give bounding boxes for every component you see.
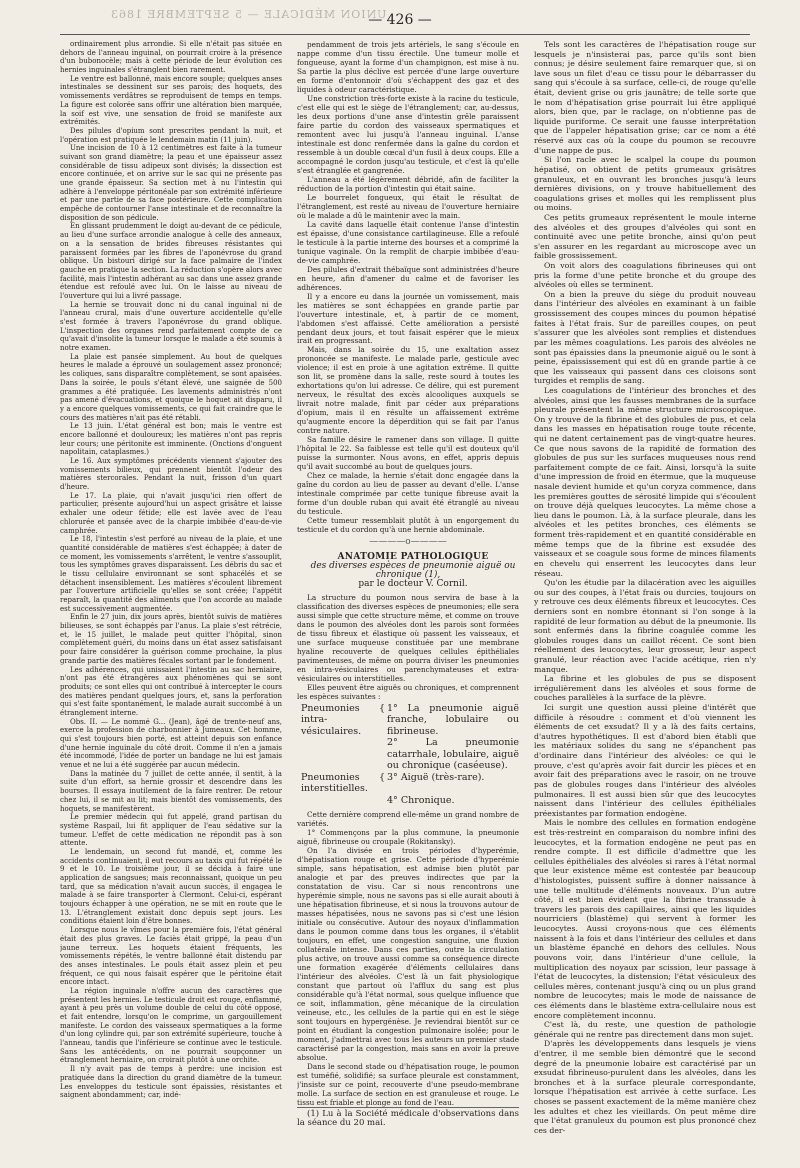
classification-row — [301, 737, 519, 772]
case-continuation — [297, 40, 519, 534]
paragraph: La région inguinale n'offre aucun des caractères que présentent les hernies. Le testicule droit est rouge, enflammé, ayant à peu près un volume double de celui du côté opposé, et fait entendre, lorsqu'on le comprime, un gargouillement manifeste. Le cordon des vaisseaux spermatiques a la forme d'un long cylindre qui, par son extrémité supérieure, touche à l'anneau, tandis que l'inférieure se continue avec le testicule. Sans les antécédents, on ne pourrait soupçonner un étranglement herniaire, on croirait plutôt à une orchite. — [60, 986, 282, 1065]
classification-row — [301, 795, 519, 807]
paragraph: En glissant prudemment le doigt au-devant de ce pédicule, au lieu d'une surface arrondie analogue à celle des anneaux, on a la sensation de brides fibreuses résistantes qui paraissent formées par les fibres de l'aponévrose du grand oblique. Un bistouri dirigé sur la face palmaire de l'index gauche en pratique la section. La réduction s'opère alors avec facilité, mais l'intestin adhérant au sac dans une assez grande étendue est refoulé avec lui. On le laisse au niveau de l'ouverture qui lui a livré passage. — [60, 222, 282, 300]
paragraph: Lorsque nous le vîmes pour la première fois, l'état général était des plus graves. Le faciès était grippé, la peau d'un jaune terreux. Les hoquets étaient fréquents, les vomissements répétés, le ventre ballonné était distendu par des anses intestinales. Le pouls était assez plein et peu fréquent, ce qui nous faisait espérer que le péritoine était encore intact. — [60, 926, 282, 987]
classification-list — [301, 703, 519, 807]
paragraph: Le ventre est ballonné, mais encore souple; quelques anses intestinales se dessinent sur ses parois; des hoquets, des vomissements verdâtres se reproduisent de temps en temps. La figure est colorée sans offrir une altération bien marquée, la soif est vive, une sensation de froid se manifeste aux extrémités. — [60, 74, 282, 127]
article-body — [297, 810, 519, 1106]
paragraph: Si l'on racle avec le scalpel la coupe du poumon hépatisé, on obtient de petits grumeaux grisâtres granuleux, et en ouvrant les bronches jusqu'à leurs dernières divisions, on y trouve habituellement des coagulations grises et molles qui les remplissent plus ou moins. — [534, 155, 756, 213]
paragraph: Le 13 juin. L'état général est bon; mais le ventre est encore ballonné et douloureux; les matières n'ont pas repris leur cours; une péritonite est imminente. (Onctions d'onguent napolitain, cataplasmes.) — [60, 422, 282, 457]
paragraph: L'anneau a été légèrement débridé, afin de faciliter la réduction de la portion d'intestin qui était saine. — [297, 174, 519, 193]
paragraph: La fibrine et les globules de pus se disposent irrégulièrement dans les alvéoles et sous forme de couches parallèles à la surface de la plèvre. — [534, 674, 756, 703]
column-middle — [297, 40, 519, 1160]
article-intro — [297, 593, 519, 701]
classification-item: 4° Chronique. — [387, 794, 455, 806]
paragraph: La structure du poumon nous servira de base à la classification des diverses espèces de pneumonies; elle sera aussi simple que cette structure même, et comme on trouve dans le poumon des alvéoles dont les parois sont formées de tissu fibreux et élastique où passent les vaisseaux, et une surface muqueuse constituée par une membrane hyaline recouverte de quelques cellules épithéliales pavimenteuses, de même on pourra diviser les pneumonies en intra-vésiculaires ou parenchymateuses et extra-vésiculaires ou interstitielles. — [297, 593, 519, 683]
article-subtitle: des diverses espèces de pneumonie aiguë ou chronique (1), — [310, 561, 516, 581]
classification-group — [301, 737, 379, 772]
paragraph: C'est là, du reste, une question de pathologie générale qui ne rentre pas directement dans mon sujet. — [534, 1020, 756, 1039]
paragraph: On a bien la preuve du siège du produit nouveau dans l'intérieur des alvéoles en examinant à un faible grossissement des coupes minces du poumon hépatisé faites à l'état frais. Sur de pareilles coupes, on peut s'assurer que les alvéoles sont remplies et distendues par les mêmes coagulations. Les parois des alvéoles ne sont pas épaissies dans la pneumonie aiguë ou le sont à peine, épaississement qui est dû en grande partie à ce que les vaisseaux qui passent dans ces cloisons sont turgides et remplis de sang. — [534, 289, 756, 386]
paragraph: Qu'on les étudie par la dilacération avec les aiguilles ou sur des coupes, à l'état frais ou durcies, toujours on y retrouve ces deux éléments fibreux et leucocytes. Ces derniers sont en nombre étonnant si l'on songe à la rapidité de leur formation au début de la pneumonie. Ils sont enfermés dans la fibrine coagulée comme les globules rouges dans un caillot récent. Ce sont bien réellement des leucocytes, leur grosseur, leur aspect granulé, leur réaction avec l'acide acétique, rien n'y manque. — [534, 578, 756, 674]
paragraph: Obs. II. — Le nommé G... (Jean), âgé de trente-neuf ans, exerce la profession de charbonnier à Jumeaux. Cet homme, qui s'est toujours bien porté, est atteint depuis son enfance d'une hernie inguinale du côté droit. Comme il n'en a jamais été incommodé, l'idée de porter un bandage ne lui est jamais venue et ne lui a été suggérée par aucun médecin. — [60, 717, 282, 770]
brace: { — [379, 771, 386, 783]
header-rule — [60, 34, 750, 35]
paragraph: Des pilules d'opium sont prescrites pendant la nuit, et l'opération est pratiquée le lendemain matin (11 juin). — [60, 126, 282, 144]
classification-row — [301, 772, 519, 795]
paragraph: Le bourrelet fongueux, qui était le résultat de l'étranglement, est resté au niveau de l'ouverture herniaire où le malade a dû le maintenir avec la main. — [297, 192, 519, 220]
brace: { — [379, 702, 386, 714]
classification-item: 2° La pneumonie catarrhale, lobulaire, aiguë ou chronique (caséeuse). — [387, 737, 519, 772]
paragraph: La cavité dans laquelle était contenue l'anse d'intestin est épaisse, d'une consistance cartilagineuse. Elle a refoulé le testicule à la partie interne des bourses et a comprimé la tunique vaginale. On la remplit de charpie imbibée d'eau-de-vie camphrée. — [297, 219, 519, 265]
page-header — [0, 6, 800, 32]
brace — [379, 737, 387, 772]
page-number: — 426 — — [368, 12, 432, 28]
paragraph: Cette tumeur ressemblait plutôt à un engorgement du testicule et du cordon qu'à une hernie abdominale. — [297, 516, 519, 535]
paragraph: pendamment de trois jets artériels, le sang s'écoule en nappe comme d'un tissu érectile. Une tumeur molle et fongueuse, ayant la forme d'un champignon, est mise à nu. Sa partie la plus déclive est percée d'une large ouverture en forme d'entonnoir d'où s'échappent des gaz et des liquides à odeur caractéristique. — [297, 40, 519, 94]
paragraph: Mais le nombre des cellules en formation endogène est très-restreint en comparaison du nombre infini des leucocytes, et la formation endogène ne peut pas en rendre compte. Il est difficile d'admettre que les cellules épithéliales des alvéoles si rares à l'état normal que leur existence même est contestée par beaucoup d'histologistes, puissent suffire à donner naissance à une telle multitude d'éléments nouveaux. D'un autre côté, il est bien évident que la fibrine transsude à travers les parois des capillaires, ainsi que les liquides nourriciers (blastème) qui servent à former les leucocytes. Aussi croyons-nous que ces éléments naissent à la fois et dans l'intérieur des cellules et dans un blastème épanché en dehors des cellules. Nous pouvons voir, dans l'intérieur d'une cellule, la multiplication des noyaux par scission, leur passage à l'état de leucocytes, la distension; l'état vésiculeux des cellules mères, contenant jusqu'à cinq ou un plus grand nombre de leucocytes; mais le mode de naissance de ces éléments dans le blastème extra-cellulaire nous est encore complètement inconnu. — [534, 818, 756, 1020]
article-heading — [297, 553, 519, 589]
paragraph: Les coagulations de l'intérieur des bronches et des alvéoles, ainsi que les fausses membranes de la surface pleurale présentent la même structure microscopique. On y trouve de la fibrine et des globules de pus, et cela dans les masses en hépatisation rouge toute récente, qui ne datent certainement pas de vingt-quatre heures. Ce que nous savons de la rapidité de formation des globules de pus sur les surfaces muqueuses nous rend parfaitement compte de ce fait. Ainsi, lorsqu'à la suite d'une impression de froid en étermue, que la muqueuse nasale devient humide et qu'un coryza commence, dans les premières gouttes de sérosité limpide qui s'écoulent on trouve déjà quelques leucocytes. La même chose a lieu dans le poumon. Là, à la surface pleurale, dans les alvéoles et les petites bronches, ces éléments se forment très-rapidement et en quantité considérable en même temps que de la fibrine est exsudée des vaisseaux et se coagule sous forme de minces filaments en chevelu qui enserrent les leucocytes dans leur réseau. — [534, 385, 756, 578]
paragraph: On l'a divisée en trois périodes d'hyperémie, d'hépatisation rouge et grise. Cette période d'hyperémie simple, sans hépatisation, est admise bien plutôt par analogie et par des preuves indirectes que par la constatation de visu. Car si nous rencontrons une hyperémie simple, nous ne savons pas si elle aurait abouti à une hépatisation fibrineuse, et si nous la trouvons autour de masses hépatisées, nous ne savons pas si c'est une lésion initiale ou consécutive. Autour des noyaux d'inflammation dans le poumon comme dans tous les organes, il s'établit toujours, en effet, une congestion sanguine, une fluxion collatérale intense. Dans ces parties, outre la circulation plus active, on trouve aussi comme sa conséquence directe une formation exagérée d'éléments cellulaires dans l'intérieur des alvéoles. C'est là un fait physiologique constant que partout où l'afflux du sang est plus considérable qu'à l'état normal, sous quelque influence que ce soit, inflammation, gêne mécanique de la circulation veineuse, etc., les cellules de la partie qui en est le siège sont toujours en hypergénèse. Je reviendrai bientôt sur ce point en étudiant la congestion pulmonaire isolée; pour le moment, j'admettrai avec tous les auteurs un premier stade caractérisé par la congestion, mais sans en avoir la preuve absolue. — [297, 846, 519, 1062]
paragraph: La plaie est pansée simplement. Au bout de quelques heures le malade a éprouvé un soulagement assez prononcé; les coliques, sans disparaître complètement, se sont apaisées. Dans la soirée, le pouls s'étant élevé, une saignée de 500 grammes a été pratiquée. Les lavements administrés n'ont pas amené d'évacuations, et quoique le hoquet ait disparu, il y a encore quelques vomissements, ce qui fait craindre que le cours des matières n'ait pas été rétabli. — [60, 352, 282, 422]
brace — [379, 795, 387, 807]
paragraph: Elles peuvent être aiguës ou chroniques, et comprennent les espèces suivantes : — [297, 682, 519, 701]
paragraph: ordinairement plus arrondie. Si elle n'était pas située en dehors de l'anneau inguinal, on pourrait croire à la présence d'un bubonocèle; mais à cette période de leur évolution ces hernies inguinales s'étranglent bien rarement. — [60, 40, 282, 75]
article-title: ANATOMIE PATHOLOGIQUE — [337, 552, 489, 563]
paragraph: Une incision de 10 à 12 centimètres est faite à la tumeur suivant son grand diamètre; la peau et une épaisseur assez considérable de tissu adipeux sont divisés; la dissection est encore continuée, et on arrive sur le sac qui ne présente pas une grande épaisseur. Sa section met à nu l'intestin qui adhère à l'enveloppe péritonéale par son extrémité inférieure et par une partie de sa face postérieure. Cette complication empêche de contourner l'anse intestinale et de reconnaître la disposition de son pédicule. — [60, 144, 282, 222]
classification-row — [301, 703, 519, 738]
paragraph: Tels sont les caractères de l'hépatisation rouge sur lesquels je n'insisterai pas, parce qu'ils sont bien connus; je désire seulement faire remarquer que, si on lave sous un filet d'eau ce tissu pour le débarrasser du sang qui s'écoule à sa surface, celle-ci, de rouge qu'elle était, devient grise ou gris jaunâtre; de telle sorte que le nom d'hépatisation grise pourrait lui être appliqué alors, bien que, par le raclage, on n'obtienne pas de liquide puriforme. Ce serait une fausse interprétation que de l'appeler hépatisation grise; car ce nom a été réservé aux cas où la coupe du poumon se recouvre d'une nappe de pus. — [534, 40, 756, 155]
classification-group — [301, 795, 379, 807]
paragraph: 1° Commençons par la plus commune, la pneumonie aiguë, fibrineuse ou croupale (Rokitansky). — [297, 828, 519, 847]
paragraph: Mais, dans la soirée du 15, une exaltation assez prononcée se manifeste. Le malade parle, gesticule avec violence; il est en proie à une agitation extrême. Il quitte son lit, se promène dans la salle, reste sourd à toutes les exhortations qu'on lui adresse. Ce délire, qui est purement nerveux, le résultat des excès alcooliques auxquels se livrait notre malade, finit par céder aux préparations d'opium, mais il en résulte un affaissement extrême qu'augmente encore la déperdition qui se fait par l'anus contre nature. — [297, 345, 519, 436]
column-left — [60, 40, 282, 1160]
paragraph: On voit alors des coagulations fibrineuses qui ont pris la forme d'une petite bronche et du groupe des alvéoles où elles se terminent. — [534, 261, 756, 290]
paragraph: Le 18, l'intestin s'est perforé au niveau de la plaie, et une quantité considérable de matières s'est échappée; à dater de ce moment, les vomissements s'arrêtent, le ventre s'assouplit, tous les symptômes graves disparaissent. Les débris du sac et le tissu cellulaire environnant se sont sphacélés et se détachent insensiblement. Les matières s'écoulent librement par l'ouverture artificielle qu'elles se sont créée; l'appétit reparaît, la quantité des aliments que l'on accorde au malade est successivement augmentée. — [60, 535, 282, 613]
classification-group: Pneumonies intra-vésiculaires. — [301, 702, 362, 737]
paragraph: Dans le second stade ou d'hépatisation rouge, le poumon est tuméfié, solidifié; sa surface pleurale est constamment, j'insiste sur ce point, recouverte d'une pseudo-membrane molle. La surface de section en est granuleuse et rouge. Le tissu est friable et plonge au fond de l'eau. — [297, 1061, 519, 1107]
paragraph: Le premier médecin qui fut appelé, grand partisan du système Raspail, lui fit appliquer de l'eau sédative sur la tumeur. L'effet de cette médication ne répondit pas à son attente. — [60, 813, 282, 848]
classification-item: 3° Aiguë (très-rare). — [387, 771, 485, 783]
paragraph: D'après les développements dans lesquels je viens d'entrer, il me semble bien démontré que le second degré de la pneumonie lobaire est caractérisé par un exsudat fibrineuso-purulent dans les alvéoles, dans les bronches et à la surface pleurale correspondante, lorsque l'hépatisation est arrivée à cette surface. Les choses se passent exactement de la même manière chez les adultes et chez les vieillards. On peut même dire que l'état granuleux du poumon est plus prononcé chez ces der- — [534, 1039, 756, 1135]
paragraph: Dans la matinée du 7 juillet de cette année, il sentit, à la suite d'un effort, sa hernie grossir et descendre dans les bourses. Il essaya inutilement de la faire rentrer. De retour chez lui, il se mit au lit; mais bientôt des vomissements, des hoquets, se manifestèrent. — [60, 769, 282, 813]
paragraph: Le 16. Aux symptômes précédents viennent s'ajouter des vomissements bilieux, qui prennent bientôt l'odeur des matières stercorales. Pendant la nuit, frisson d'un quart d'heure. — [60, 457, 282, 492]
paragraph: Ces petits grumeaux représentent le moule interne des alvéoles et des groupes d'alvéoles qui sont en continuité avec une petite bronche, ainsi qu'on peut s'en assurer en les regardant au microscope avec un faible grossissement. — [534, 212, 756, 261]
paragraph: Des pilules d'extrait thébaïque sont administrées d'heure en heure, afin d'amener du calme et de favoriser les adhérences. — [297, 264, 519, 292]
paragraph: La hernie se trouvait donc ni du canal inguinal ni de l'anneau crural, mais d'une ouverture accidentelle qu'elle s'est formée à travers l'aponévrose du grand oblique. L'inspection des organes rend parfaitement compte de ce qu'avait d'insolite la tumeur lorsque le malade a été soumis à notre examen. — [60, 300, 282, 353]
paragraph: Sa famille désire le ramener dans son village. Il quitte l'hôpital le 22. Sa faiblesse est telle qu'il est douteux qu'il puisse la surmonter. Nous avons, en effet, appris depuis qu'il avait succombé au bout de quelques jours. — [297, 435, 519, 472]
column-right — [534, 40, 756, 1160]
paragraph: Une constriction très-forte existe à la racine du testicule, c'est elle qui est le siège de l'étranglement; car, au-dessus, les deux portions d'une anse d'intestin grêle paraissent faire partie du cordon des vaisseaux spermatiques et remontent avec lui jusqu'à l'anneau inguinal. L'anse intestinale est donc renfermée dans la gaîne du cordon et ressemble à un double cœcal d'un fusil à deux coups. Elle a accompagné le cordon jusqu'au testicule, et c'est là qu'elle s'est étranglée et gangrenée. — [297, 93, 519, 175]
classification-group: Pneumonies interstitielles. — [301, 771, 368, 795]
paragraph: Il n'y avait pas de temps à perdre: une incision est pratiquée dans la direction du grand diamètre de la tumeur. Les enveloppes du testicule sont épaissies, résistantes et saignent abondamment; car, indé- — [60, 1065, 282, 1100]
article-author: par le docteur V. Cornil. — [358, 579, 468, 590]
paragraph: Enfin le 27 juin, dix jours après, bientôt suivis de matières bilieuses, se sont échappés par l'anus. La plaie s'est rétrécie, et, le 15 juillet, le malade peut quitter l'hôpital, sinon complètement guéri, du moins dans un état assez satisfaisant pour faire considérer la guérison comme prochaine, la plus grande partie des matières fécales sortant par le fondement. — [60, 613, 282, 665]
text-columns — [60, 40, 756, 1160]
paragraph: Ici surgit une question aussi pleine d'intérêt que difficile à résoudre : comment et d'où viennent les éléments de cet exsudat? Il y a là des faits certains, d'autres hypothétiques. Il est d'abord bien établi que les matériaux solides du sang ne s'épanchent pas d'ordinaire dans l'intérieur des alvéoles: ce qui le prouve, c'est qu'après avoir fait durcir les pièces et en avoir fait des préparations avec le rasoir, on ne trouve pas de globules rouges dans l'intérieur des alvéoles pulmonaires. Il est aussi bien sûr que des leucocytes naissent dans l'intérieur des cellules épithéliales préexistantes par formation endogène. — [534, 703, 756, 818]
paragraph: Le 17. La plaie, qui n'avait jusqu'ici rien offert de particulier, présente aujourd'hui un aspect grisâtre et laisse exhaler une odeur fétide; elle est lavée avec de l'eau chlorurée et pansée avec de la charpie imbibée d'eau-de-vie camphrée. — [60, 491, 282, 535]
paragraph: Chez ce malade, la hernie s'était donc engagée dans la gaîne du cordon au lieu de passer au devant d'elle. L'anse intestinale comprimée par cette tunique fibreuse avait la forme d'un double ruban qui avait été étranglé au niveau du testicule. — [297, 471, 519, 517]
footnote: (1) Lu à la Société médicale d'observations dans la séance du 20 mai. — [297, 1108, 519, 1128]
paragraph: Il y a encore eu dans la journée un vomissement, mais les matières se sont échappées en grande partie par l'ouverture intestinale, et, à partir de ce moment, l'abdomen s'est affaissé. Cette amélioration a persisté pendant deux jours, et tout faisait espérer que le mieux irait en progressant. — [297, 291, 519, 346]
paragraph: Le lendemain, un second fut mandé, et, comme les accidents continuaient, il eut recours au taxis qui fut répété le 9 et le 10. Le troisième jour, il se décida à faire une application de sangsues; mais reconnaissant, quoique un peu tard, que sa médication n'avait aucun succès, il engagea le malade à se faire transporter à Clermont. Celui-ci, espérant toujours échapper à une opération, ne se mit en route que le 13. L'étranglement existait donc depuis sept jours. Les conditions étaient loin d'être bonnes. — [60, 847, 282, 926]
section-divider: ————o———— — [369, 537, 447, 548]
paragraph: Cette dernière comprend elle-même un grand nombre de variétés. — [297, 810, 519, 829]
bleed-through-text: UNION MÉDICALE — 5 SEPTEMBRE 1863 — [110, 8, 387, 21]
classification-item: 1° La pneumonie aiguë franche, lobulaire ou fibrineuse. — [387, 702, 519, 737]
paragraph: Les adhérences, qui unissaient l'intestin au sac herniaire, n'ont pas été étrangères aux phénomènes qui se sont produits; ce sont elles qui ont contribué à intercepter le cours des matières pendant quelques jours, et, sans la perforation qui s'est faite spontanément, le malade aurait succombé à un étranglement interne. — [60, 665, 282, 717]
